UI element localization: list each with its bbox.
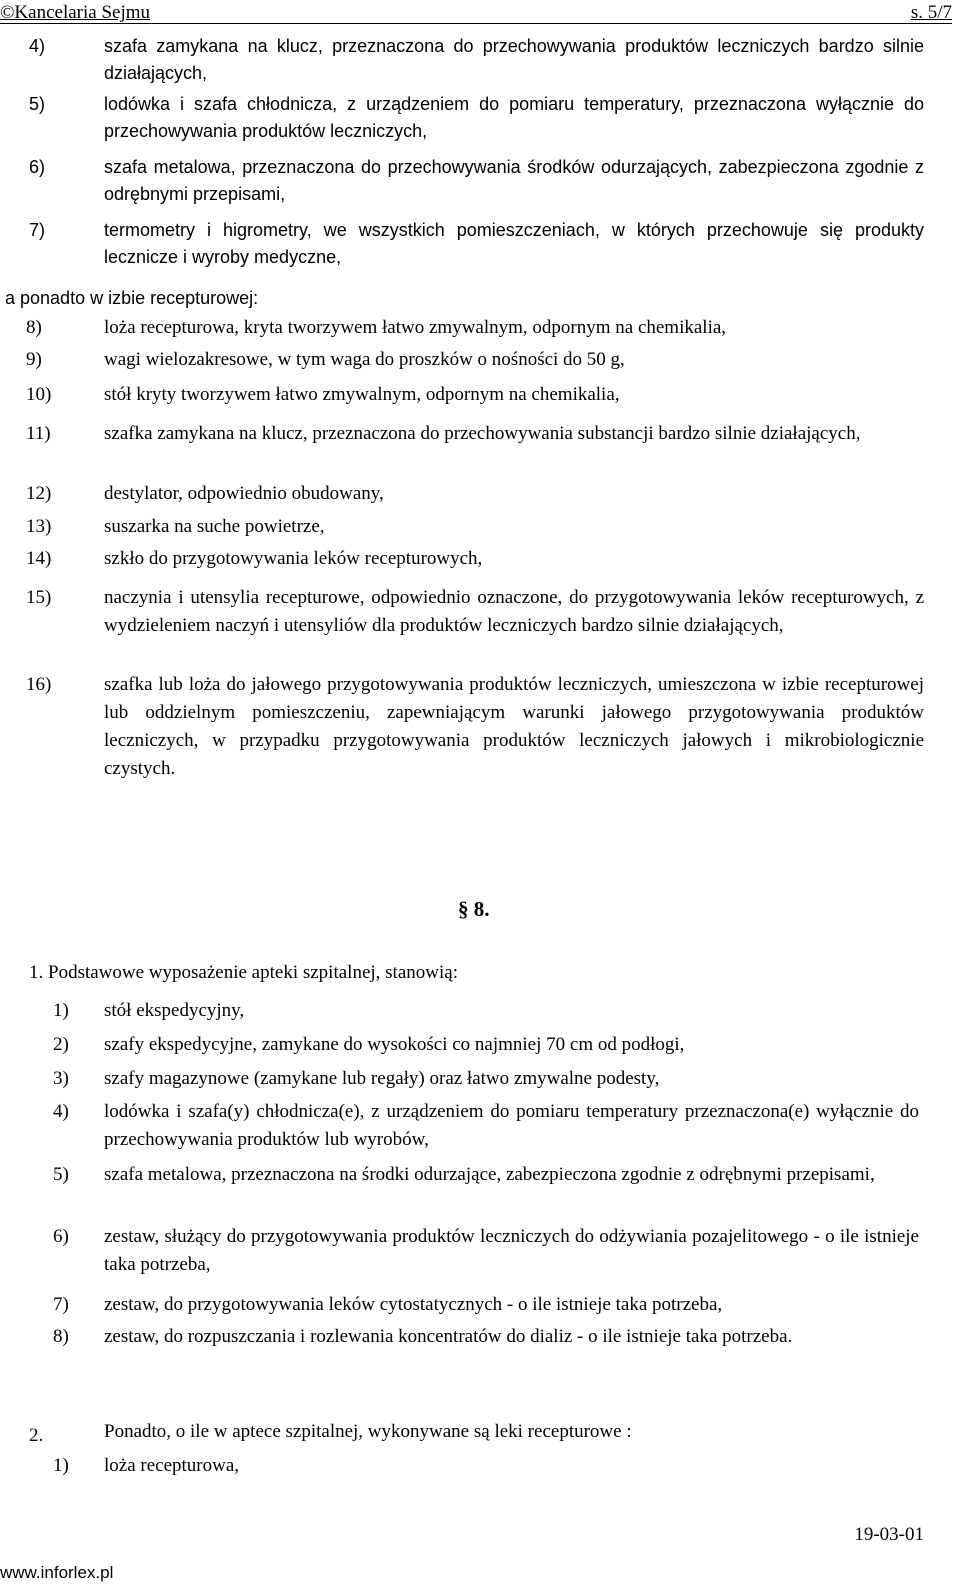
section-heading: § 8.: [458, 897, 490, 921]
list-item-text: szafy magazynowe (zamykane lub regały) oraz łatwo zmywalne podesty,: [104, 1068, 660, 1089]
list-item-number: 6): [53, 1226, 69, 1247]
list-item-text: szafa zamykana na klucz, przeznaczona do przechowywania produktów leczniczych bardzo silnie działających,: [104, 36, 924, 83]
list-item-number: 3): [53, 1068, 69, 1089]
list-item-text: destylator, odpowiednio obudowany,: [104, 483, 384, 504]
list-item-text: szafka lub loża do jałowego przygotowywania produktów leczniczych, umieszczona w izbie recepturowej lub oddzielnym pomieszczeniu, zapewniającym warunki jałowego przygotowywania produktów leczniczych, w przypadku przygotowywania produktów leczniczych jałowych i mikrobiologicznie czystych.: [104, 674, 924, 779]
list-item-text: zestaw, do przygotowywania leków cytostatycznych - o ile istnieje taka potrzeba,: [104, 1294, 723, 1315]
list-item-text: szafa metalowa, przeznaczona do przechowywania środków odurzających, zabezpieczona zgodnie z odrębnymi przepisami,: [104, 157, 924, 204]
list-item-number: 1): [53, 1000, 69, 1021]
list-item-text: szafy ekspedycyjne, zamykane do wysokości co najmniej 70 cm od podłogi,: [104, 1034, 685, 1055]
intro-recepturowa: a ponadto w izbie recepturowej:: [5, 288, 259, 308]
list-item-number: 4): [29, 36, 46, 56]
point-1-heading: 1. Podstawowe wyposażenie apteki szpitalnej, stanowią:: [29, 962, 458, 983]
point-2-text: Ponadto, o ile w aptece szpitalnej, wykonywane są leki recepturowe :: [104, 1421, 632, 1442]
list-item-text: szkło do przygotowywania leków recepturowych,: [104, 548, 483, 569]
list-item-number: 16): [26, 674, 52, 695]
header-rule: [0, 23, 952, 24]
list-item-text: loża recepturowa, kryta tworzywem łatwo zmywalnym, odpornym na chemikalia,: [104, 317, 727, 338]
header-page-number: s. 5/7: [910, 2, 952, 23]
list-item-number: 5): [29, 94, 46, 114]
list-item-text: stół kryty tworzywem łatwo zmywalnym, odpornym na chemikalia,: [104, 384, 620, 405]
point-2-number: 2.: [29, 1425, 44, 1446]
list-item-text: wagi wielozakresowe, w tym waga do proszków o nośności do 50 g,: [104, 349, 625, 370]
list-item-text: lodówka i szafa chłodnicza, z urządzeniem do pomiaru temperatury, przeznaczona wyłącznie do przechowywania produktów leczniczych,: [104, 94, 924, 141]
list-item-number: 9): [26, 349, 42, 370]
list-item-text: szafa metalowa, przeznaczona na środki odurzające, zabezpieczona zgodnie z odrębnymi przepisami,: [104, 1164, 875, 1185]
list-item-number: 2): [53, 1034, 69, 1055]
list-item-number: 10): [26, 384, 52, 405]
list-item-number: 15): [26, 587, 52, 608]
list-item-number: 5): [53, 1164, 69, 1185]
list-item-number: 6): [29, 157, 46, 177]
list-item-number: 12): [26, 483, 52, 504]
list-item-text: zestaw, służący do przygotowywania produktów leczniczych do odżywiania pozajelitowego - o ile istnieje taka potrzeba,: [104, 1226, 919, 1275]
list-item-number: 8): [53, 1326, 69, 1347]
list-item-text: termometry i higrometry, we wszystkich pomieszczeniach, w których przechowuje się produkty lecznicze i wyroby medyczne,: [104, 220, 924, 267]
list-item-text: lodówka i szafa(y) chłodnicza(e), z urządzeniem do pomiaru temperatury przeznaczona(e) wyłącznie do przechowywania produktów lub wyrobów,: [104, 1101, 919, 1150]
list-item-text: suszarka na suche powietrze,: [104, 516, 325, 537]
list-item-text: szafka zamykana na klucz, przeznaczona do przechowywania substancji bardzo silnie działających,: [104, 423, 861, 444]
list-item-number: 1): [53, 1455, 69, 1476]
list-item-number: 8): [26, 317, 42, 338]
list-item-text: naczynia i utensylia recepturowe, odpowiednio oznaczone, do przygotowywania leków recepturowych, z wydzieleniem naczyń i utensyliów dla produktów leczniczych bardzo silnie działających,: [104, 587, 924, 636]
list-item-number: 11): [26, 423, 51, 444]
list-item-number: 13): [26, 516, 52, 537]
footer-url: www.inforlex.pl: [0, 1563, 114, 1582]
list-item-text: stół ekspedycyjny,: [104, 1000, 245, 1021]
list-item-number: 14): [26, 548, 52, 569]
document-date: 19-03-01: [854, 1524, 924, 1545]
header-source: ©Kancelaria Sejmu: [0, 2, 151, 23]
list-item-number: 7): [53, 1294, 69, 1315]
list-item-number: 4): [53, 1101, 69, 1122]
list-item-text: zestaw, do rozpuszczania i rozlewania koncentratów do dializ - o ile istnieje taka potrzeba.: [104, 1326, 793, 1347]
list-item-number: 7): [29, 220, 46, 240]
list-item-text: loża recepturowa,: [104, 1455, 240, 1476]
